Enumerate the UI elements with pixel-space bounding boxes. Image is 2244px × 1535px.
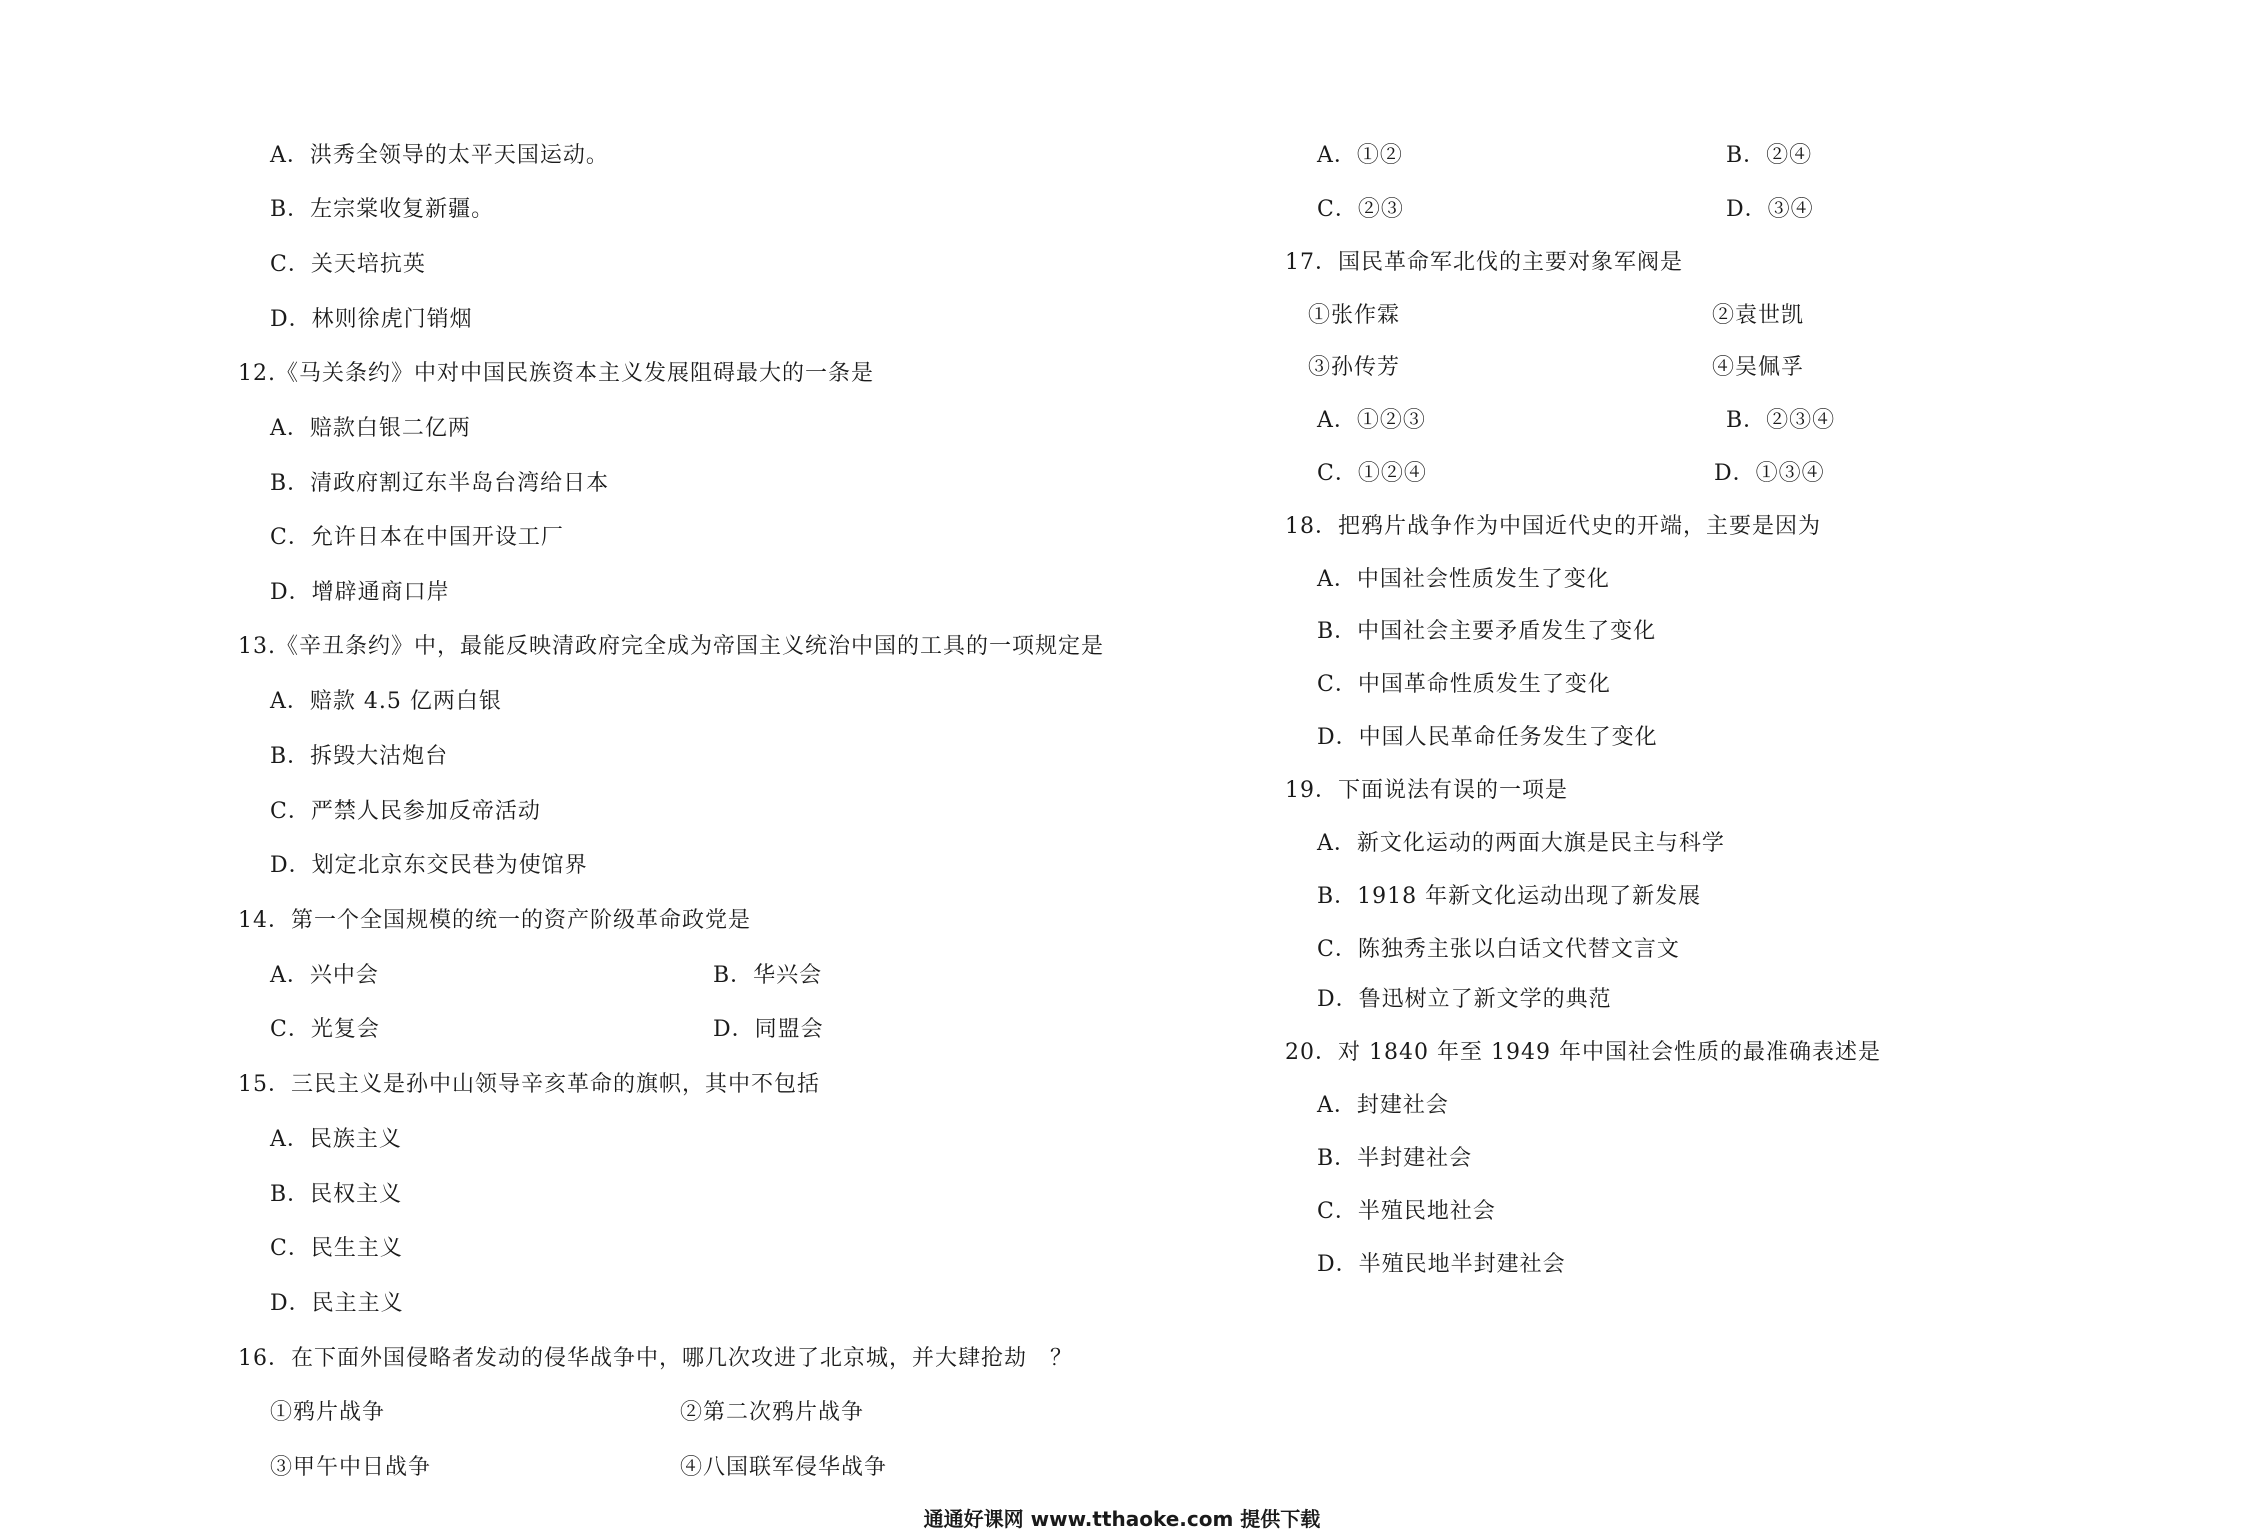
q16-item-3: ③甲午中日战争 [270,1455,432,1480]
q18-option-c: C．中国革命性质发生了变化 [1317,672,1611,697]
q15-option-d: D．民主主义 [270,1291,404,1316]
q15-option-a: A．民族主义 [270,1127,402,1152]
q16-option-b: B．②④ [1726,143,1813,168]
q14-option-a: A．兴中会 [270,963,379,988]
q11-option-b: B．左宗棠收复新疆。 [270,197,495,222]
q18-stem: 18．把鸦片战争作为中国近代史的开端，主要是因为 [1285,514,1821,539]
q17-option-d: D．①③④ [1714,461,1825,486]
q16-option-c: C．②③ [1317,197,1404,222]
q17-item-2: ②袁世凯 [1712,303,1805,328]
q17-item-4: ④吴佩孚 [1712,355,1805,380]
q14-option-b: B．华兴会 [713,963,823,988]
q16-stem: 16．在下面外国侵略者发动的侵华战争中，哪几次攻进了北京城，并大肆抢劫 ？ [238,1346,1073,1371]
q13-option-d: D．划定北京东交民巷为使馆界 [270,853,588,878]
q12-stem: 12.《马关条约》中对中国民族资本主义发展阻碍最大的一条是 [238,361,874,386]
q17-item-3: ③孙传芳 [1308,355,1401,380]
q12-option-d: D．增辟通商口岸 [270,580,450,605]
q17-option-b: B．②③④ [1726,408,1836,433]
q15-option-b: B．民权主义 [270,1182,403,1207]
q19-option-b: B．1918 年新文化运动出现了新发展 [1317,884,1702,909]
q20-option-d: D．半殖民地半封建社会 [1317,1252,1566,1277]
q18-option-d: D．中国人民革命任务发生了变化 [1317,725,1658,750]
q12-option-c: C．允许日本在中国开设工厂 [270,525,564,550]
q19-option-c: C．陈独秀主张以白话文代替文言文 [1317,937,1680,962]
q20-option-c: C．半殖民地社会 [1317,1199,1496,1224]
q20-stem: 20．对 1840 年至 1949 年中国社会性质的最准确表述是 [1285,1040,1881,1065]
q16-option-d: D．③④ [1726,197,1814,222]
q15-stem: 15．三民主义是孙中山领导辛亥革命的旗帜，其中不包括 [238,1072,820,1097]
q14-stem: 14．第一个全国规模的统一的资产阶级革命政党是 [238,908,751,933]
q19-option-d: D．鲁迅树立了新文学的典范 [1317,987,1612,1012]
q17-item-1: ①张作霖 [1308,303,1401,328]
q20-option-a: A．封建社会 [1317,1093,1449,1118]
q11-option-a: A．洪秀全领导的太平天国运动。 [270,143,609,168]
q18-option-b: B．中国社会主要矛盾发生了变化 [1317,619,1657,644]
q13-option-c: C．严禁人民参加反帝活动 [270,799,541,824]
q17-option-c: C．①②④ [1317,461,1427,486]
q16-item-4: ④八国联军侵华战争 [680,1455,888,1480]
q17-option-a: A．①②③ [1317,408,1426,433]
q11-option-d: D．林则徐虎门销烟 [270,307,473,332]
q16-item-1: ①鸦片战争 [270,1400,386,1425]
q11-option-c: C．关天培抗英 [270,252,426,277]
q17-stem: 17．国民革命军北伐的主要对象军阀是 [1285,250,1683,275]
q19-stem: 19．下面说法有误的一项是 [1285,778,1568,803]
q12-option-a: A．赔款白银二亿两 [270,416,471,441]
q16-option-a: A．①② [1317,143,1403,168]
q13-stem: 13.《辛丑条约》中，最能反映清政府完全成为帝国主义统治中国的工具的一项规定是 [238,634,1104,659]
q18-option-a: A．中国社会性质发生了变化 [1317,567,1610,592]
q14-option-d: D．同盟会 [713,1017,824,1042]
q19-option-a: A．新文化运动的两面大旗是民主与科学 [1317,831,1725,856]
q14-option-c: C．光复会 [270,1017,380,1042]
q20-option-b: B．半封建社会 [1317,1146,1473,1171]
q13-option-a: A．赔款 4.5 亿两白银 [270,689,502,714]
q13-option-b: B．拆毁大沽炮台 [270,744,449,769]
footer-credit: 通通好课网 www.tthaoke.com 提供下载 [923,1507,1321,1531]
q15-option-c: C．民生主义 [270,1236,403,1261]
q12-option-b: B．清政府割辽东半岛台湾给日本 [270,471,610,496]
q16-item-2: ②第二次鸦片战争 [680,1400,865,1425]
